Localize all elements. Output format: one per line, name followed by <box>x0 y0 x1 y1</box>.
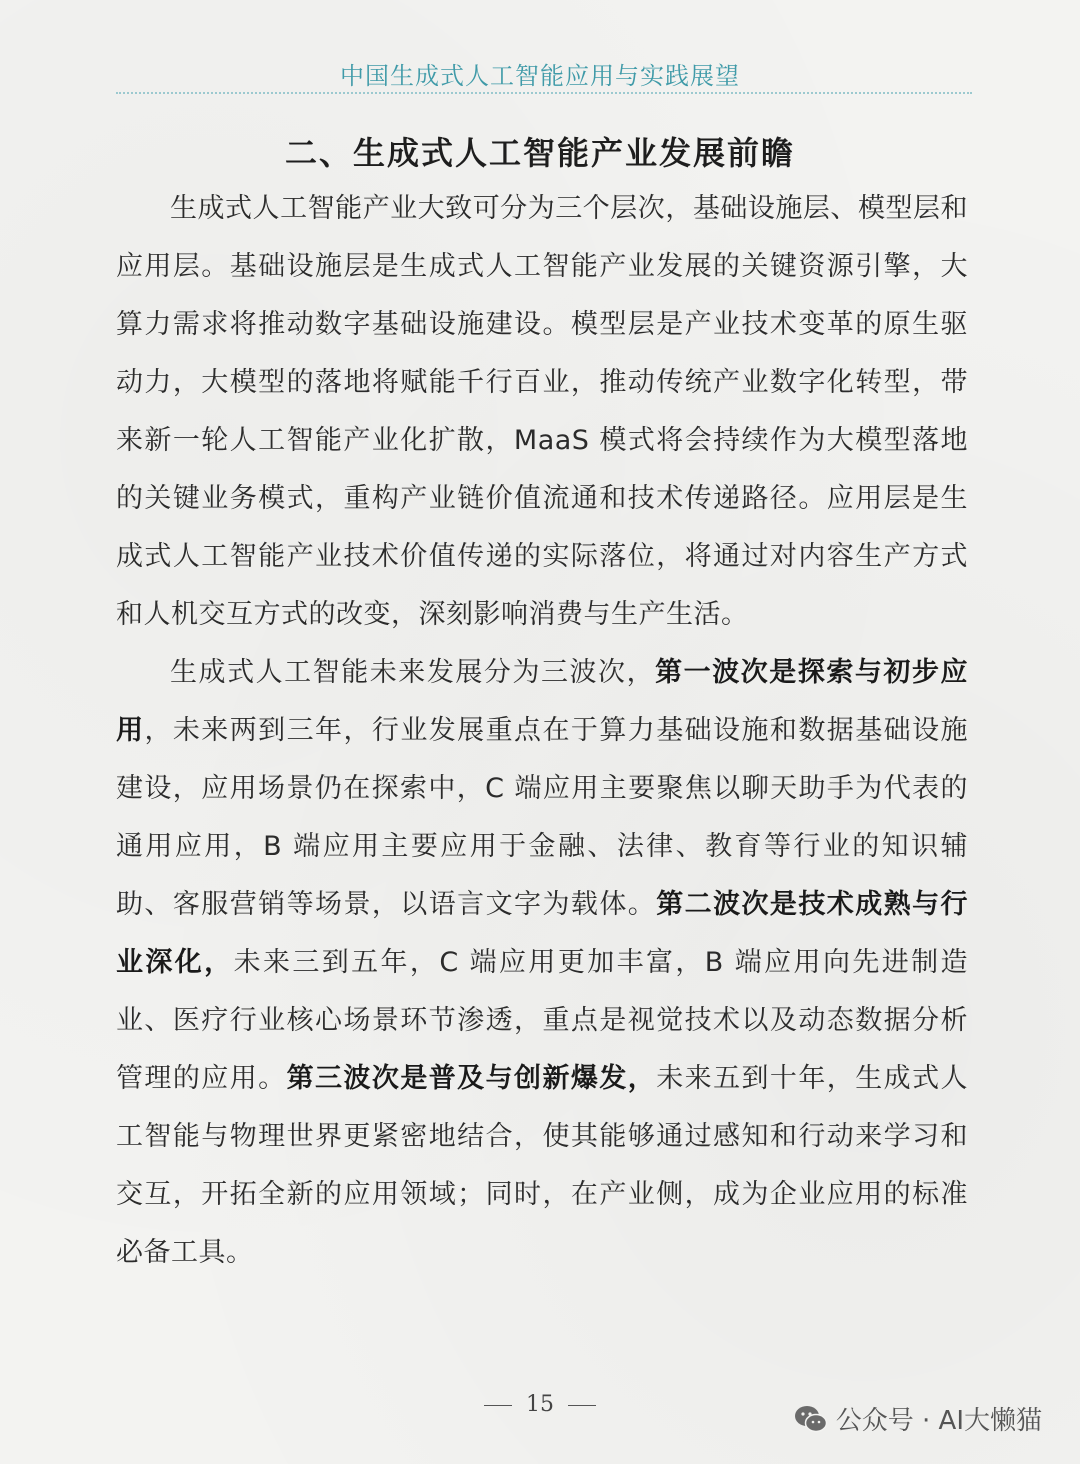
watermark-text: 公众号 · AI大懒猫 <box>835 1406 1042 1436</box>
body-text <box>116 180 968 1282</box>
wave-2-heading: 第二波次是技术成熟与行业深化， <box>116 889 969 978</box>
wave-1-text: ，未来两到三年，行业发展重点在于算力基础设施和数据基础设施建设，应用场景仍在探索中，C 端应用主要聚焦以聊天助手为代表的通用应用，B 端应用主要应用于金融、法律、教育等行业的知识辅助、客服营销等场景，以语言文字为载体。 <box>116 715 969 920</box>
section-title: 二、生成式人工智能产业发展前瞻 <box>284 134 795 172</box>
page-number-dash-left <box>484 1405 512 1406</box>
paragraph-1: 生成式人工智能产业大致可分为三个层次，基础设施层、模型层和应用层。基础设施层是生成式人工智能产业发展的关键资源引擎，大算力需求将推动数字基础设施建设。模型层是产业技术变革的原生驱动力，大模型的落地将赋能千行百业，推动传统产业数字化转型，带来新一轮人工智能产业化扩散，MaaS 模式将会持续作为大模型落地的关键业务模式，重构产业链价值流通和技术传递路径。应用层是生成式人工智能产业技术价值传递的实际落位，将通过对内容生产方式和人机交互方式的改变，深刻影响消费与生产生活。 <box>116 193 968 630</box>
wave-3-text: 未来五到十年，生成式人工智能与物理世界更紧密地结合，使其能够通过感知和行动来学习和交互，开拓全新的应用领域；同时，在产业侧，成为企业应用的标准必备工具。 <box>116 1063 969 1268</box>
running-header: 中国生成式人工智能应用与实践展望 <box>340 62 740 90</box>
page-number-dash-right <box>568 1405 596 1406</box>
wave-2-text: 未来三到五年，C 端应用更加丰富，B 端应用向先进制造业、医疗行业核心场景环节渗透，重点是视觉技术以及动态数据分析管理的应用。 <box>116 947 969 1094</box>
wechat-icon <box>794 1404 828 1434</box>
paragraph-2 <box>116 644 968 1282</box>
header-divider <box>116 92 972 94</box>
page-number-value: 15 <box>526 1392 554 1417</box>
wave-1-heading: 第一波次是探索与初步应用 <box>116 657 969 746</box>
wave-3-heading: 第三波次是普及与创新爆发， <box>286 1063 657 1094</box>
watermark <box>794 1400 1042 1437</box>
paragraph-2-intro: 生成式人工智能未来发展分为三波次， <box>170 657 656 688</box>
